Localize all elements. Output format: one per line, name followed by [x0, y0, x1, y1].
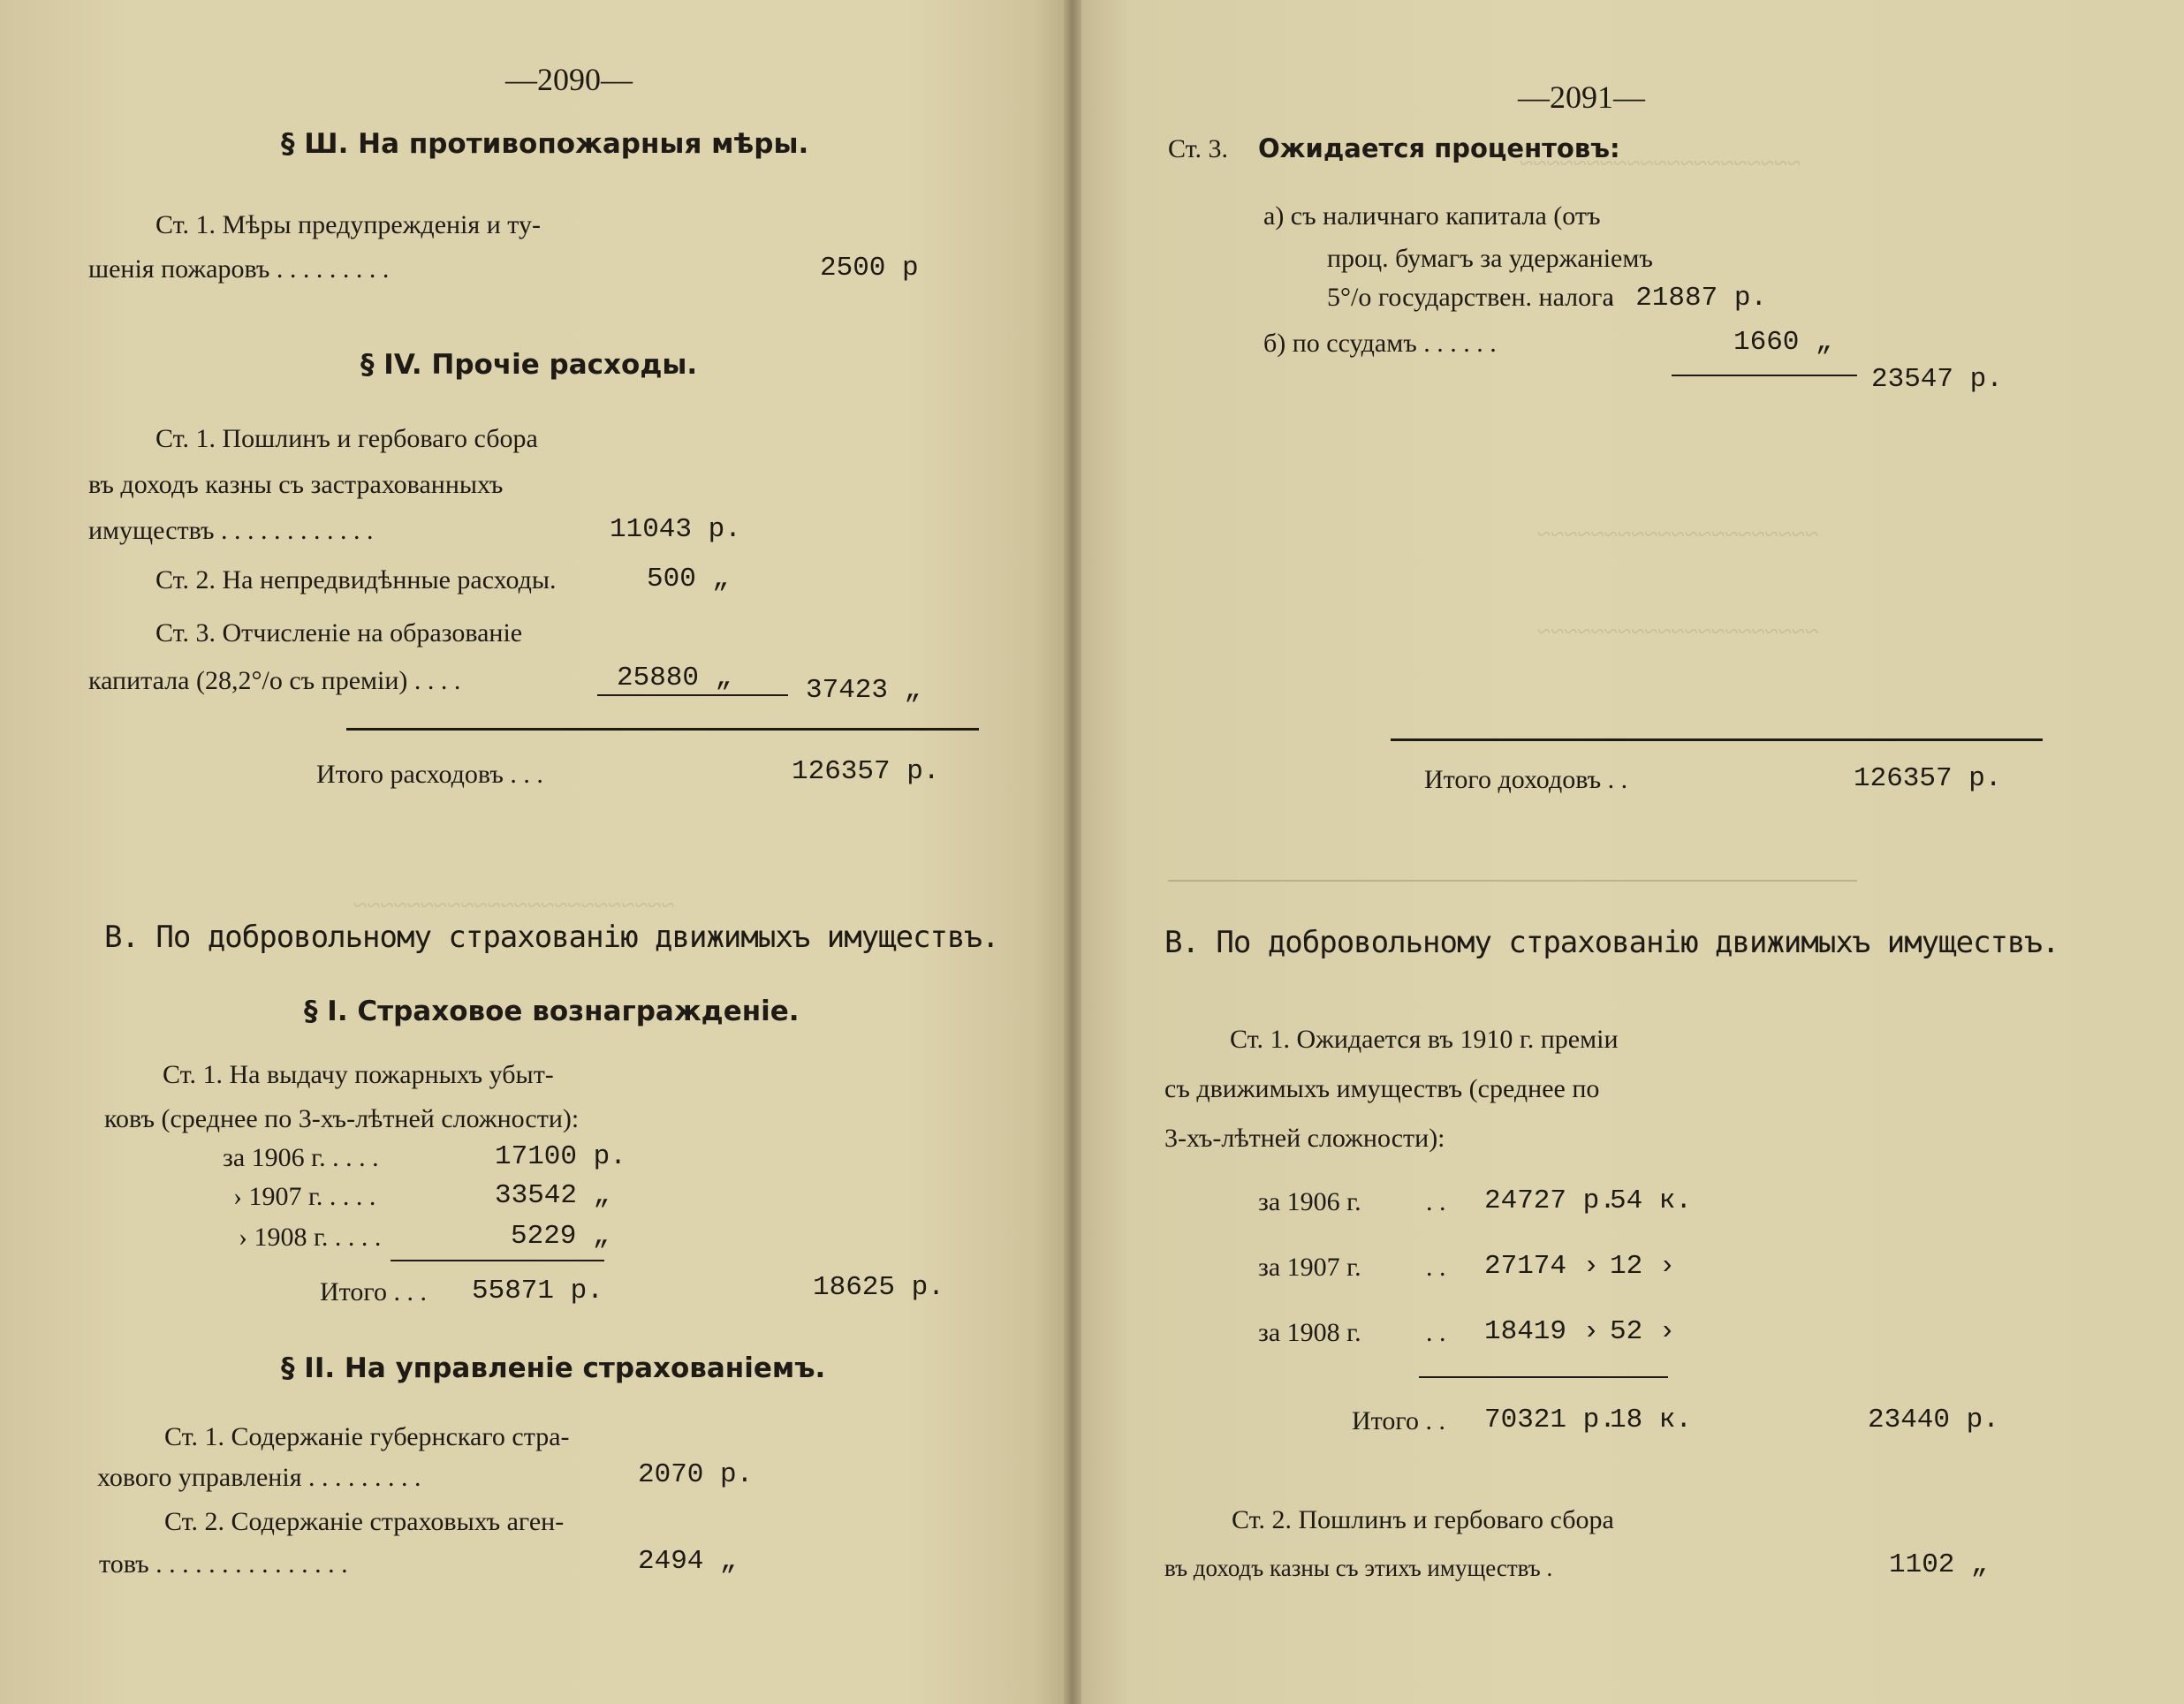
text-line: Ст. 1. На выдачу пожарныхъ убыт-	[163, 1060, 554, 1089]
total-amount: 126357 р.	[792, 756, 940, 787]
amount: 1660 „	[1733, 327, 1832, 358]
amount: 2070 р.	[638, 1459, 754, 1490]
bleed-through: ~~~~~~~~~~~~~~~~~~~~~	[1537, 618, 1819, 646]
text-line: въ доходъ казны съ застрахованныхъ	[88, 470, 504, 499]
itogo-label: Итого . .	[1352, 1406, 1445, 1435]
amount: 2494 „	[638, 1546, 737, 1577]
text-line: капитала (28,2°/o съ преміи) . . . .	[88, 666, 461, 695]
result-amount: 18625 р.	[813, 1272, 944, 1303]
amount-rub: 27174 ›	[1484, 1251, 1600, 1282]
amount: 1102 „	[1889, 1549, 1988, 1580]
itogo-rub: 70321 р.	[1484, 1405, 1616, 1435]
text-line: Ст. 1. Содержаніе губернскаго стра-	[164, 1422, 570, 1451]
itogo-amount: 55871 р.	[472, 1276, 603, 1306]
text-line: 5°/o государствен. налога	[1327, 283, 1614, 312]
text-line: ковъ (среднее по 3-хъ-лѣтней сложности):	[104, 1104, 580, 1133]
amount-rub: 24727 р.	[1484, 1185, 1616, 1216]
year-label: за 1906 г. . . . .	[223, 1143, 379, 1172]
year-amount: 17100 р.	[495, 1141, 626, 1172]
amount-kop: 52 ›	[1610, 1316, 1676, 1347]
bleed-through: ~~~~~~~~~~~~~~~~~~~~~	[1537, 521, 1819, 549]
faint-rule	[1168, 880, 1857, 882]
underline	[1672, 375, 1857, 376]
subtotal: 23547 р.	[1871, 364, 2003, 395]
year-amount: 5229 „	[511, 1221, 610, 1252]
text-line: Ст. 3. Отчисленіе на образованіе	[155, 618, 523, 648]
amount: 25880 „	[617, 663, 732, 693]
text-line: Ст. 1. Мѣры предупрежденія и ту-	[155, 210, 541, 239]
dots: . .	[1426, 1253, 1446, 1282]
itogo-kop: 18 к.	[1610, 1405, 1693, 1435]
total-label: Итого расходовъ . . .	[316, 760, 543, 789]
amount: . 21887 р.	[1603, 283, 1768, 314]
itogo-label: Итого . . .	[320, 1277, 427, 1306]
text-line: Ст. 1. Пошлинъ и гербоваго сбора	[155, 424, 538, 453]
text-line: Ст. 2. Содержаніе страховыхъ аген-	[164, 1507, 565, 1536]
division-title: В. По добровольному страхованію движимыхъ имуществъ.	[1164, 925, 2059, 960]
text-line: Ст. 1. Ожидается въ 1910 г. преміи	[1230, 1025, 1619, 1054]
amount-kop: 54 к.	[1610, 1185, 1693, 1216]
total-amount: 126357 р.	[1854, 763, 2002, 794]
text-line: хового управленія . . . . . . . . .	[97, 1463, 421, 1492]
total-rule	[346, 728, 979, 731]
article-label: Ст. 3.	[1168, 134, 1228, 163]
division-title: В. По добровольному страхованію движимыхъ имуществъ.	[104, 920, 999, 955]
section-title: § IV. Прочіе расходы.	[360, 349, 698, 381]
page-number-right: —2091—	[1518, 80, 1645, 115]
page-number-left: —2090—	[505, 62, 633, 97]
total-rule	[1391, 738, 2043, 741]
text-line: съ движимыхъ имуществъ (среднее по	[1164, 1074, 1600, 1103]
total-label: Итого доходовъ . .	[1424, 765, 1628, 794]
underline	[597, 694, 788, 696]
text-line: имуществъ . . . . . . . . . . . .	[88, 516, 374, 545]
text-line: Ст. 2. На непредвидѣнные расходы.	[155, 565, 557, 595]
subtotal: 37423 „	[806, 675, 921, 706]
book-gutter	[1064, 0, 1081, 1704]
bleed-through: ~~~~~~~~~~~~~~~~~~~~~	[1520, 150, 1801, 178]
text-line: товъ . . . . . . . . . . . . . . .	[99, 1549, 348, 1579]
year-label: за 1906 г.	[1258, 1187, 1361, 1216]
bleed-through: ~~~~~~~~~~~~~~~~~~~~~~~~	[353, 892, 675, 920]
text-line: Ст. 2. Пошлинъ и гербоваго сбора	[1232, 1505, 1614, 1534]
text-line: шенія пожаровъ . . . . . . . . .	[88, 254, 390, 284]
section-title: § Ш. На противопожарныя мѣры.	[281, 128, 809, 160]
amount: 11043 р.	[610, 514, 741, 545]
year-label: › 1907 г. . . . .	[233, 1182, 376, 1211]
dots: . .	[1426, 1318, 1446, 1347]
underline	[1419, 1376, 1668, 1378]
underline	[391, 1260, 604, 1261]
text-line: а) съ наличнаго капитала (отъ	[1263, 201, 1601, 231]
section-title: § I. Страховое вознагражденіе.	[304, 996, 800, 1027]
text-line: проц. бумагъ за удержаніемъ	[1327, 244, 1653, 273]
amount: 2500 р	[820, 253, 919, 284]
result-amount: 23440 р.	[1868, 1405, 1999, 1435]
amount-rub: 18419 ›	[1484, 1316, 1600, 1347]
amount-kop: 12 ›	[1610, 1251, 1676, 1282]
article-title: Ожидается процентовъ:	[1258, 133, 1620, 163]
year-label: за 1908 г.	[1258, 1318, 1361, 1347]
amount: 500 „	[647, 564, 730, 595]
year-label: за 1907 г.	[1258, 1253, 1361, 1282]
dots: . .	[1426, 1187, 1446, 1216]
year-label: › 1908 г. . . . .	[239, 1223, 382, 1252]
text-line: въ доходъ казны съ этихъ имуществъ .	[1164, 1555, 1553, 1581]
year-amount: 33542 „	[495, 1180, 610, 1211]
text-line: 3-хъ-лѣтней сложности):	[1164, 1124, 1445, 1153]
text-line: б) по ссудамъ . . . . . .	[1263, 329, 1497, 358]
section-title: § II. На управленіе страхованіемъ.	[281, 1352, 826, 1384]
